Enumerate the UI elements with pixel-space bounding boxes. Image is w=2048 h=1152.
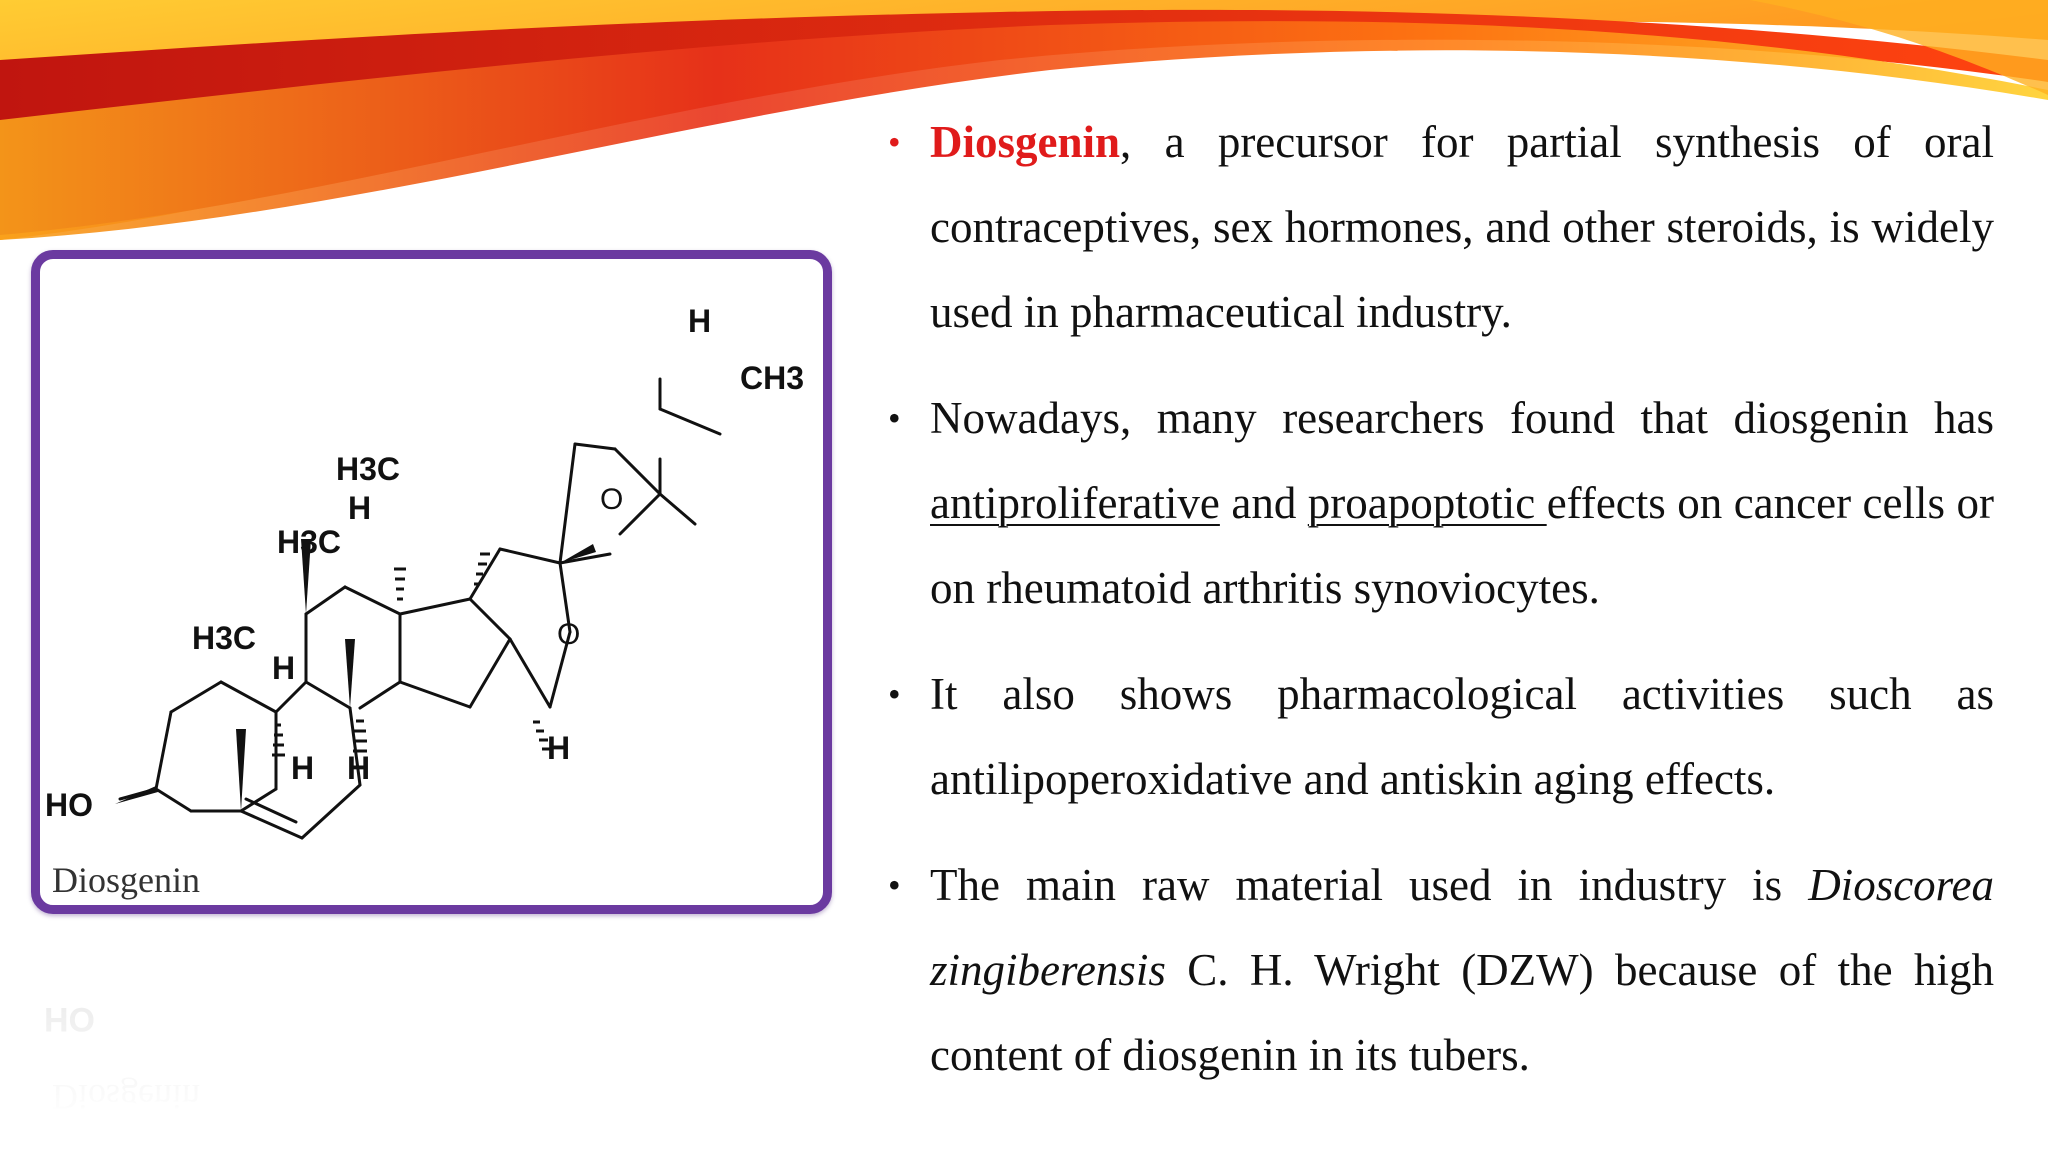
bullet-text: It also shows pharmacological activities such as antilipoperoxidative and antiskin aging effects. — [930, 669, 1994, 804]
figure-reflection — [31, 918, 832, 1118]
bullet-text: , a precursor for partial synthesis of oral contraceptives, sex hormones, and other steroids, is widely used in pharmaceutical industry. — [930, 117, 1994, 337]
atom-label-h-5: H — [547, 730, 571, 766]
bullet-item-researchers — [878, 376, 1994, 631]
bullet-item-raw-material — [878, 843, 1994, 1098]
atom-label-h3c-text: H3C — [192, 620, 257, 656]
atom-label-h-3: H — [347, 750, 371, 786]
atom-label-h3c-3: H3C — [336, 451, 401, 487]
atom-label-ch3: CH3 — [740, 360, 805, 396]
term-antiproliferative: antiproliferative — [930, 478, 1220, 528]
reflection-caption: Diosgenin — [52, 1077, 200, 1117]
bullet-item-diosgenin — [878, 100, 1994, 355]
bullet-text-prefix: Nowadays, many researchers found that diosgenin has — [930, 393, 1994, 443]
species-name: Dioscorea zingiberensis — [930, 860, 1994, 995]
bullet-text-prefix: The main raw material used in industry is — [930, 860, 1809, 910]
diosgenin-structure — [40, 259, 823, 905]
bullet-text-mid: and — [1219, 478, 1308, 528]
atom-label-h3c-1 — [192, 620, 256, 656]
structure-figure — [31, 250, 832, 914]
keyword-diosgenin: Diosgenin — [930, 117, 1121, 167]
bullet-text-suffix: effects on cancer cells or on rheumatoid arthritis synoviocytes. — [930, 478, 1994, 613]
bullet-list — [878, 100, 1994, 1119]
bullet-item-pharmacological — [878, 652, 1994, 822]
atom-label-h-6: H — [688, 303, 712, 339]
bullet-dot: • — [888, 865, 901, 905]
atom-label-ho: HO — [45, 787, 93, 823]
atom-label-h-1: H — [272, 650, 296, 686]
atom-label-h3c-2: H3C — [277, 524, 342, 560]
bullet-dot: • — [888, 674, 901, 714]
reflection-fade — [31, 918, 832, 1118]
bullet-dot: • — [888, 122, 901, 162]
figure-caption: Diosgenin — [52, 860, 200, 900]
term-proapoptotic: proapoptotic — [1307, 478, 1547, 528]
atom-label-o-1: O — [600, 483, 624, 516]
atom-label-h-2: H — [291, 750, 315, 786]
atom-label-o-2: O — [557, 618, 581, 651]
bullet-dot: • — [888, 398, 901, 438]
atom-label-h-4: H — [348, 490, 372, 526]
bullet-text-suffix: C. H. Wright (DZW) because of the high content of diosgenin in its tubers. — [930, 945, 1994, 1080]
reflection-ho: HO — [44, 1000, 95, 1038]
